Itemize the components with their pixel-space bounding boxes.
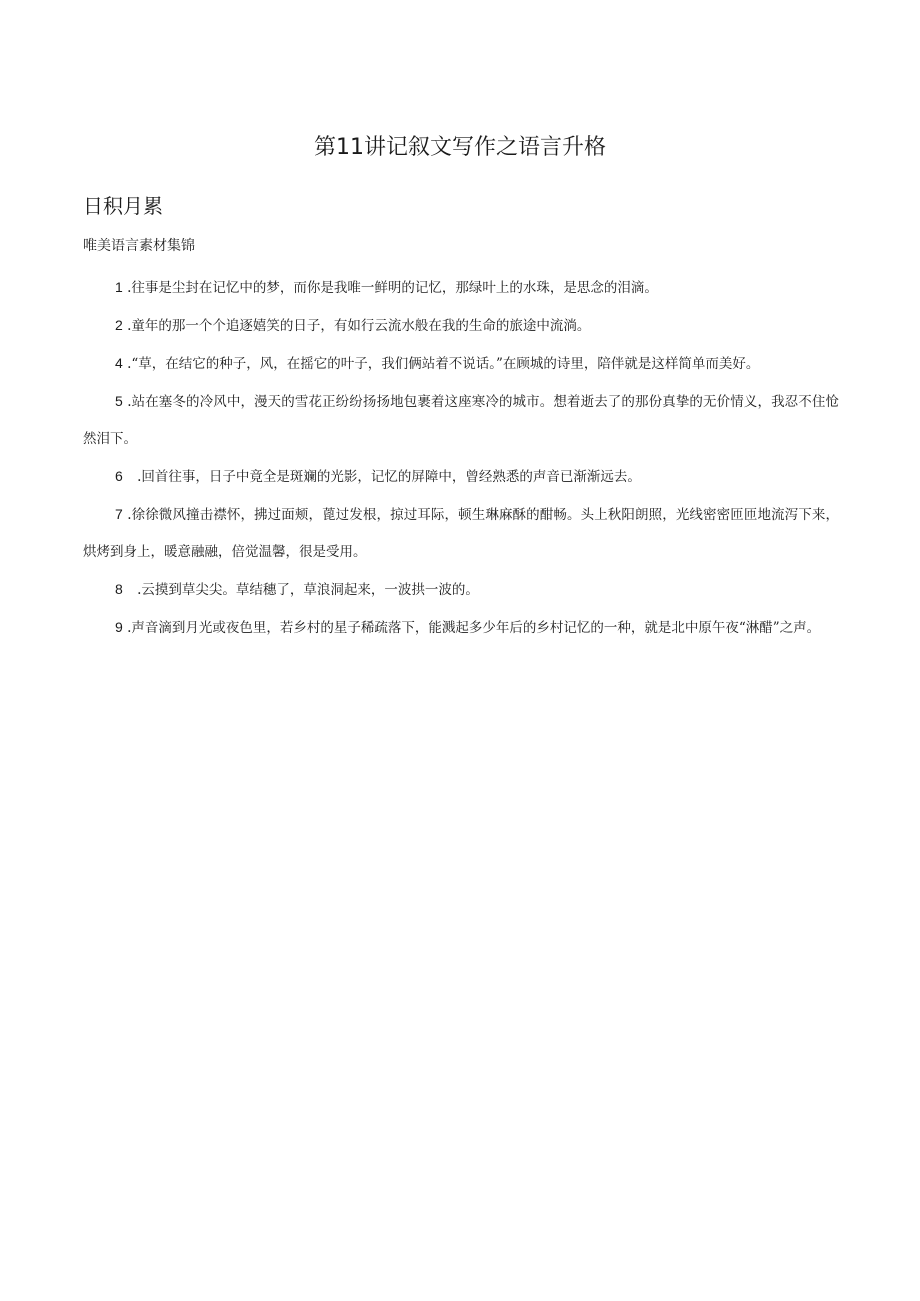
item-text: .声音滴到月光或夜色里，若乡村的星子稀疏落下，能溅起多少年后的乡村记忆的一种，就是北中原午夜“淋醋”之声。 [122,620,821,636]
list-item [83,571,839,609]
item-number: 8 [115,581,123,597]
list-item [83,269,839,307]
list-item [83,609,839,647]
subheading: 唯美语言素材集锦 [83,238,195,254]
document-title: 第11讲记叙文写作之语言升格 [314,135,606,160]
item-number: 2 [115,317,123,333]
item-number: 7 [115,506,123,522]
list-item [83,458,839,496]
item-text: .云摸到草尖尖。草结穗了，草浪洞起来，一波拱一波的。 [132,582,479,598]
item-text: .回首往事，日子中竟全是斑斓的光影，记忆的屏障中，曾经熟悉的声音已渐渐远去。 [132,469,641,485]
list-item [83,496,839,571]
item-text: .往事是尘封在记忆中的梦，而你是我唯一鲜明的记忆，那绿叶上的水珠，是思念的泪滴。 [122,280,658,296]
item-list [83,269,839,647]
item-number: 5 [115,393,123,409]
list-item [83,307,839,345]
item-number: 1 [115,279,123,295]
item-number: 4 [115,355,123,371]
item-number: 6 [115,468,123,484]
item-text: .徐徐微风撞击襟怀，拂过面颊，蓖过发根，掠过耳际，顿生琳麻酥的酣畅。头上秋阳朗照，光线密密匝匝地流泻下来，烘烤到身上，暖意融融，倍觉温馨，很是受用。 [83,507,839,560]
item-text: .“草，在结它的种子，风，在摇它的叶子，我们俩站着不说话。”在顾城的诗里，陪伴就是这样简单而美好。 [122,356,760,372]
item-text: .站在塞冬的冷风中，漫天的雪花正纷纷扬扬地包裹着这座寒冷的城市。想着逝去了的那份真挚的无价情义，我忍不住怆然泪下。 [83,394,839,447]
list-item [83,345,839,383]
item-text: .童年的那一个个追逐嬉笑的日子，有如行云流水般在我的生命的旅途中流淌。 [122,318,591,334]
item-number: 9 [115,619,123,635]
section-heading: 日积月累 [83,194,163,218]
list-item [83,383,839,458]
